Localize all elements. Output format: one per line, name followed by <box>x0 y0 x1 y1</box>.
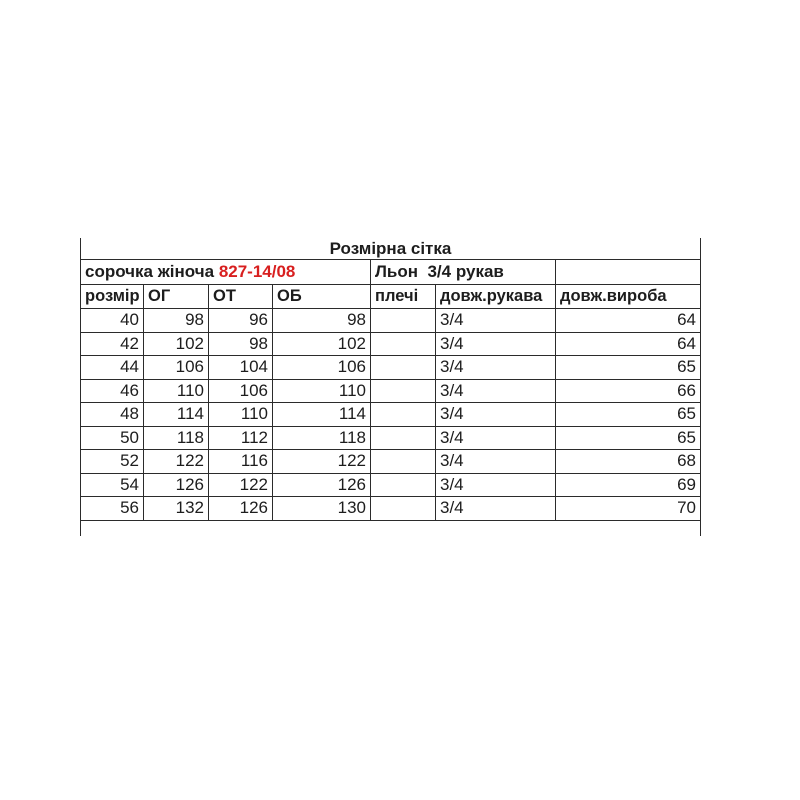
cell-product-length: 65 <box>556 356 701 380</box>
cell-product-length: 65 <box>556 426 701 450</box>
cell-shoulders <box>371 332 436 356</box>
cell-shoulders <box>371 473 436 497</box>
cell-ob: 114 <box>273 403 371 427</box>
cell-sleeve-length: 3/4 <box>436 403 556 427</box>
partial-bottom-cell <box>81 520 701 536</box>
cell-ot: 96 <box>209 309 273 333</box>
cell-shoulders <box>371 356 436 380</box>
cell-ot: 104 <box>209 356 273 380</box>
cell-product-length: 64 <box>556 309 701 333</box>
column-header-size: розмір <box>81 285 144 309</box>
cell-og: 122 <box>144 450 209 474</box>
cell-size: 42 <box>81 332 144 356</box>
cell-shoulders <box>371 309 436 333</box>
cell-ot: 110 <box>209 403 273 427</box>
cell-size: 40 <box>81 309 144 333</box>
cell-ot: 106 <box>209 379 273 403</box>
cell-sleeve-length: 3/4 <box>436 309 556 333</box>
cell-size: 56 <box>81 497 144 521</box>
cell-og: 126 <box>144 473 209 497</box>
cell-size: 50 <box>81 426 144 450</box>
meta-row <box>81 260 701 285</box>
header-row <box>81 285 701 309</box>
cell-size: 46 <box>81 379 144 403</box>
cell-ob: 126 <box>273 473 371 497</box>
cell-ob: 98 <box>273 309 371 333</box>
cell-sleeve-length: 3/4 <box>436 426 556 450</box>
cell-ob: 122 <box>273 450 371 474</box>
column-header-shoulders: плечі <box>371 285 436 309</box>
table-row <box>81 450 701 474</box>
column-header-product-length: довж.вироба <box>556 285 701 309</box>
table-row <box>81 497 701 521</box>
cell-size: 52 <box>81 450 144 474</box>
cell-ob: 106 <box>273 356 371 380</box>
material-cell: Льон 3/4 рукав <box>371 260 556 285</box>
cell-ob: 118 <box>273 426 371 450</box>
table-row <box>81 332 701 356</box>
table-title: Розмірна сітка <box>81 238 701 260</box>
cell-size: 48 <box>81 403 144 427</box>
cell-og: 110 <box>144 379 209 403</box>
title-row <box>81 238 701 260</box>
cell-og: 114 <box>144 403 209 427</box>
cell-sleeve-length: 3/4 <box>436 450 556 474</box>
cell-ob: 130 <box>273 497 371 521</box>
cell-shoulders <box>371 450 436 474</box>
cell-shoulders <box>371 379 436 403</box>
cell-ot: 126 <box>209 497 273 521</box>
partial-bottom-row <box>81 520 701 536</box>
cell-size: 54 <box>81 473 144 497</box>
cell-product-length: 69 <box>556 473 701 497</box>
product-cell <box>81 260 371 285</box>
table-row <box>81 403 701 427</box>
cell-og: 102 <box>144 332 209 356</box>
meta-empty-cell <box>556 260 701 285</box>
cell-ob: 110 <box>273 379 371 403</box>
table-row <box>81 426 701 450</box>
cell-sleeve-length: 3/4 <box>436 497 556 521</box>
cell-og: 98 <box>144 309 209 333</box>
cell-ot: 116 <box>209 450 273 474</box>
cell-sleeve-length: 3/4 <box>436 379 556 403</box>
cell-product-length: 68 <box>556 450 701 474</box>
cell-ob: 102 <box>273 332 371 356</box>
cell-ot: 112 <box>209 426 273 450</box>
cell-ot: 122 <box>209 473 273 497</box>
table-row <box>81 309 701 333</box>
table-row <box>81 379 701 403</box>
cell-sleeve-length: 3/4 <box>436 473 556 497</box>
column-header-ob: ОБ <box>273 285 371 309</box>
cell-sleeve-length: 3/4 <box>436 356 556 380</box>
cell-product-length: 70 <box>556 497 701 521</box>
column-header-ot: ОТ <box>209 285 273 309</box>
product-code: 827-14/08 <box>218 262 296 281</box>
cell-og: 106 <box>144 356 209 380</box>
table-row <box>81 356 701 380</box>
cell-product-length: 64 <box>556 332 701 356</box>
cell-og: 118 <box>144 426 209 450</box>
cell-product-length: 66 <box>556 379 701 403</box>
cell-size: 44 <box>81 356 144 380</box>
cell-shoulders <box>371 426 436 450</box>
product-name: сорочка жіноча <box>85 262 215 281</box>
cell-product-length: 65 <box>556 403 701 427</box>
cell-ot: 98 <box>209 332 273 356</box>
cell-shoulders <box>371 403 436 427</box>
cell-sleeve-length: 3/4 <box>436 332 556 356</box>
size-chart-table <box>80 238 701 536</box>
cell-shoulders <box>371 497 436 521</box>
table-row <box>81 473 701 497</box>
column-header-og: ОГ <box>144 285 209 309</box>
column-header-sleeve-length: довж.рукава <box>436 285 556 309</box>
cell-og: 132 <box>144 497 209 521</box>
